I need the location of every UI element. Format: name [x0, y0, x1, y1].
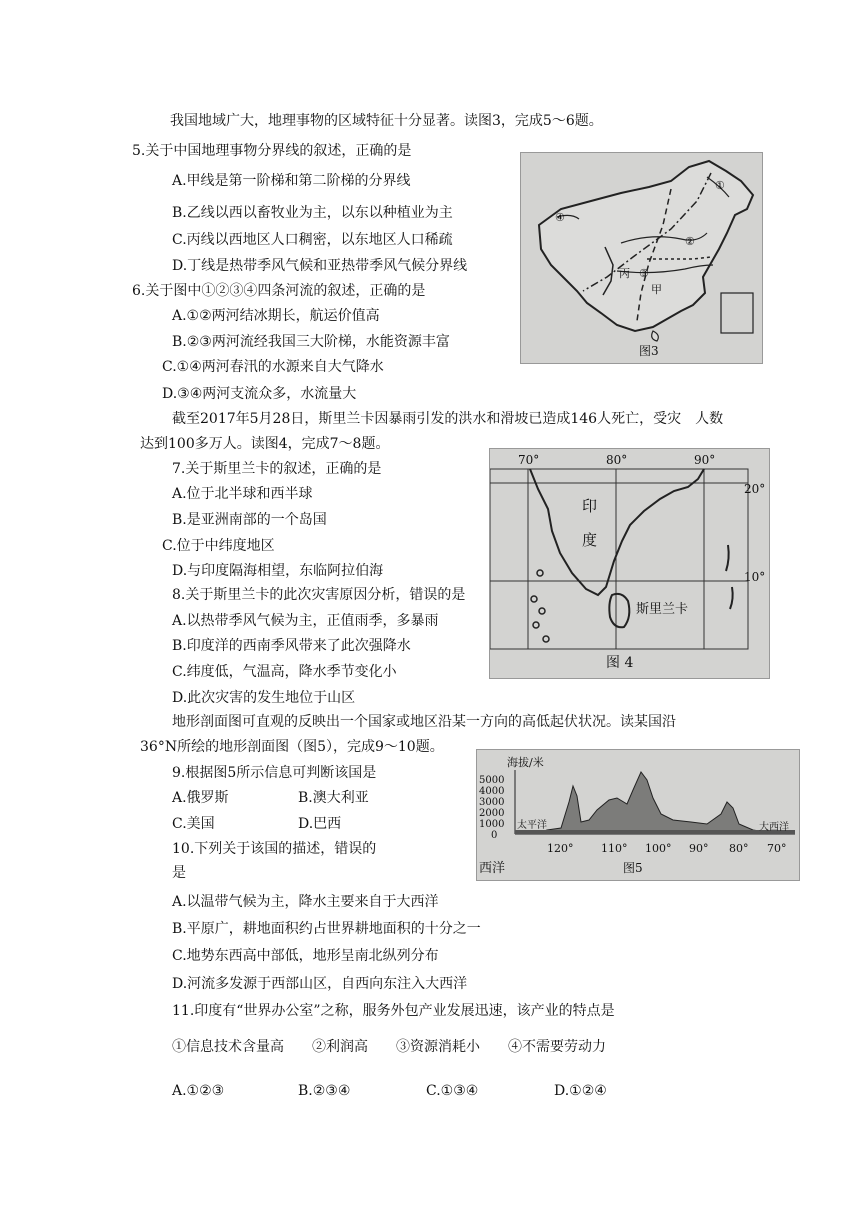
intro-text-3-line1: 地形剖面图可直观的反映出一个国家或地区沿某一方向的高低起伏状况。读某国沿	[172, 714, 676, 730]
x-tick-120: 120°	[547, 842, 574, 855]
q8-stem: 8.关于斯里兰卡的此次灾害原因分析，错误的是	[172, 587, 466, 603]
intro-text-3-line2: 36°N所绘的地形剖面图（图5），完成9～10题。	[140, 739, 444, 755]
map-frame	[490, 469, 748, 649]
maldives-islet-1	[537, 570, 543, 576]
maldives-islet-4	[533, 622, 539, 628]
q10-option-b: B.平原广，耕地面积约占世界耕地面积的十分之一	[172, 921, 481, 937]
river-label-3: ③	[639, 267, 649, 280]
x-tick-110: 110°	[601, 842, 628, 855]
q7-option-c: C.位于中纬度地区	[162, 538, 275, 554]
sri-lanka-island	[609, 594, 629, 627]
river-label-1: ①	[715, 179, 725, 192]
q9-option-c: C.美国	[172, 816, 215, 832]
lat-label-20: 20°	[744, 482, 766, 496]
y-tick-0: 0	[491, 830, 498, 841]
q6-option-a: A.①②两河结冰期长，航运价值高	[172, 308, 380, 324]
q5-option-c: C.丙线以西地区人口稠密，以东地区人口稀疏	[172, 232, 453, 248]
q7-option-d: D.与印度隔海相望，东临阿拉伯海	[172, 563, 384, 579]
river-label-2: ②	[685, 235, 695, 248]
label-atlantic: 大西洋	[759, 822, 789, 833]
figure-5-caption: 图5	[623, 861, 643, 875]
y-tick-5000: 5000	[479, 775, 505, 786]
x-tick-100: 100°	[645, 842, 672, 855]
figure-5-terrain-profile	[476, 749, 800, 881]
q9-option-b: B.澳大利亚	[298, 790, 369, 806]
q7-stem: 7.关于斯里兰卡的叙述，正确的是	[172, 461, 382, 477]
q8-option-d: D.此次灾害的发生地位于山区	[172, 690, 356, 706]
q11-option-b: B.②③④	[298, 1083, 351, 1099]
q9-stem: 9.根据图5所示信息可判断该国是	[172, 765, 377, 781]
q11-option-d: D.①②④	[554, 1083, 607, 1099]
south-sea-inset	[721, 293, 753, 333]
river-label-4: ④	[555, 211, 565, 224]
q11-option-a: A.①②③	[172, 1083, 225, 1099]
y-tick-2000: 2000	[479, 808, 505, 819]
q6-option-d: D.③④两河支流众多，水流量大	[162, 386, 357, 402]
y-tick-3000: 3000	[479, 797, 505, 808]
lat-label-10: 10°	[744, 570, 766, 584]
figure-3-china-map	[520, 152, 763, 364]
label-leftcut: 西洋	[479, 861, 506, 876]
q11-stem: 11.印度有“世界办公室”之称，服务外包产业发展迅速，该产业的特点是	[172, 1003, 615, 1019]
hainan-island	[652, 331, 659, 341]
q10-stem-line2: 是	[172, 865, 186, 881]
label-india-2: 度	[582, 531, 598, 549]
x-tick-90: 90°	[689, 842, 709, 855]
y-tick-4000: 4000	[479, 786, 505, 797]
y-axis-label: 海拔/米	[507, 756, 544, 769]
q8-option-a: A.以热带季风气候为主，正值雨季，多暴雨	[172, 613, 439, 629]
figure-4-sri-lanka-map	[489, 448, 770, 679]
q11-option-c: C.①③④	[426, 1083, 479, 1099]
q10-option-d: D.河流多发源于西部山区，自西向东注入大西洋	[172, 976, 468, 992]
terrain-profile	[515, 772, 795, 834]
q7-option-b: B.是亚洲南部的一个岛国	[172, 512, 327, 528]
lon-label-90: 90°	[694, 453, 716, 467]
intro-text-2-line1: 截至2017年5月28日，斯里兰卡因暴雨引发的洪水和滑坡已造成146人死亡，受灾 人数	[172, 411, 724, 427]
india-coastline	[530, 469, 704, 595]
q8-option-c: C.纬度低，气温高，降水季节变化小	[172, 664, 397, 680]
x-tick-70: 70°	[767, 842, 787, 855]
q5-option-b: B.乙线以西以畜牧业为主，以东以种植业为主	[172, 205, 453, 221]
y-tick-1000: 1000	[479, 819, 505, 830]
q5-option-a: A.甲线是第一阶梯和第二阶梯的分界线	[172, 173, 411, 189]
label-india-1: 印	[582, 497, 598, 515]
lon-label-70: 70°	[518, 453, 540, 467]
intro-text-1: 我国地域广大，地理事物的区域特征十分显著。读图3，完成5～6题。	[170, 113, 603, 129]
label-pacific: 太平洋	[517, 820, 547, 831]
andaman-islands	[726, 545, 733, 609]
line-label-jia: 甲	[651, 283, 662, 296]
q5-option-d: D.丁线是热带季风气候和亚热带季风气候分界线	[172, 258, 468, 274]
q10-option-c: C.地势东西高中部低，地形呈南北纵列分布	[172, 948, 439, 964]
lon-label-80: 80°	[606, 453, 628, 467]
ocean-band	[515, 830, 795, 834]
q11-items: ①信息技术含量高 ②利润高 ③资源消耗小 ④不需要劳动力	[172, 1039, 606, 1055]
q6-stem: 6.关于图中①②③④四条河流的叙述，正确的是	[132, 283, 426, 299]
q6-option-c: C.①④两河春汛的水源来自大气降水	[162, 359, 384, 375]
maldives-islet-3	[539, 608, 545, 614]
maldives-islet-5	[543, 636, 549, 642]
label-sri-lanka: 斯里兰卡	[636, 602, 689, 617]
q10-option-a: A.以温带气候为主，降水主要来自于大西洋	[172, 894, 439, 910]
line-label-bing: 丙	[619, 267, 630, 280]
q7-option-a: A.位于北半球和西半球	[172, 486, 313, 502]
maldives-islet-2	[531, 596, 537, 602]
figure-4-caption: 图 4	[606, 655, 634, 671]
x-tick-80: 80°	[729, 842, 749, 855]
q8-option-b: B.印度洋的西南季风带来了此次强降水	[172, 638, 411, 654]
q6-option-b: B.②③两河流经我国三大阶梯，水能资源丰富	[172, 334, 450, 350]
figure-3-caption: 图3	[639, 344, 659, 358]
intro-text-2-line2: 达到100多万人。读图4，完成7～8题。	[140, 436, 390, 452]
q5-stem: 5.关于中国地理事物分界线的叙述，正确的是	[132, 143, 412, 159]
q10-stem-line1: 10.下列关于该国的描述，错误的	[172, 841, 377, 857]
q9-option-d: D.巴西	[298, 816, 342, 832]
q9-option-a: A.俄罗斯	[172, 790, 229, 806]
